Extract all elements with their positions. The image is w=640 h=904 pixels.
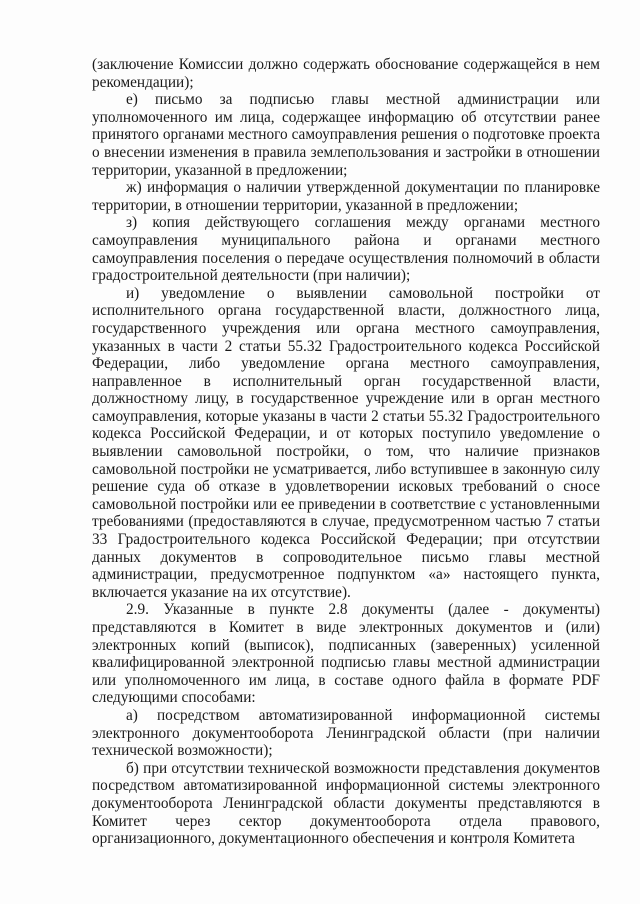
paragraph-item-a: а) посредством автоматизированной информационной системы электронного документооборота Ленинградской области (при наличии технической возможности);	[92, 706, 600, 760]
paragraph-item-zh: ж) информация о наличии утвержденной документации по планировке территории, в отношении территории, указанной в предложении;	[92, 179, 600, 214]
paragraph-item-e: е) письмо за подписью главы местной администрации или уполномоченного им лица, содержащее информацию об отсутствии ранее принятого органами местного самоуправления решения о подготовке проекта о внесении изменения в правила землепользования и застройки в отношении территории, указанной в предложении;	[92, 91, 600, 179]
paragraph-commission-conclusion: (заключение Комиссии должно содержать обоснование содержащейся в нем рекомендации);	[92, 56, 600, 91]
document-body	[92, 56, 600, 848]
paragraph-item-z: з) копия действующего соглашения между органами местного самоуправления муниципального района и органами местного самоуправления поселения о передаче осуществления полномочий в области градостроительной деятельности (при наличии);	[92, 214, 600, 285]
paragraph-item-i: и) уведомление о выявлении самовольной постройки от исполнительного органа государственной власти, должностного лица, государственного учреждения или органа местного самоуправления, указанных в части 2 статьи 55.32 Градостроительного кодекса Российской Федерации, либо уведомление органа местного самоуправления, направленное в исполнительный орган государственной власти, должностному лицу, в государственное учреждение или в орган местного самоуправления, которые указаны в части 2 статьи 55.32 Градостроительного кодекса Российской Федерации, и от которых поступило уведомление о выявлении самовольной постройки, о том, что наличие признаков самовольной постройки не усматривается, либо вступившее в законную силу решение суда об отказе в удовлетворении исковых требований о сносе самовольной постройки или ее приведении в соответствие с установленными требованиями (предоставляются в случае, предусмотренном частью 7 статьи 33 Градостроительного кодекса Российской Федерации; при отсутствии данных документов в сопроводительное письмо главы местной администрации, предусмотренное подпунктом «а» настоящего пункта, включается указание на их отсутствие).	[92, 284, 600, 601]
paragraph-item-b: б) при отсутствии технической возможности представления документов посредством автоматизированной информационной системы электронного документооборота Ленинградской области документы представляются в Комитет через сектор документооборота отдела правового, организационного, документационного обеспечения и контроля Комитета	[92, 759, 600, 848]
paragraph-section-2-9: 2.9. Указанные в пункте 2.8 документы (далее - документы) представляются в Комитет в виде электронных документов и (или) электронных копий (выписок), подписанных (заверенных) усиленной квалифицированной электронной подписью главы местной администрации или уполномоченного им лица, в составе одного файла в формате PDF следующими способами:	[92, 601, 600, 707]
